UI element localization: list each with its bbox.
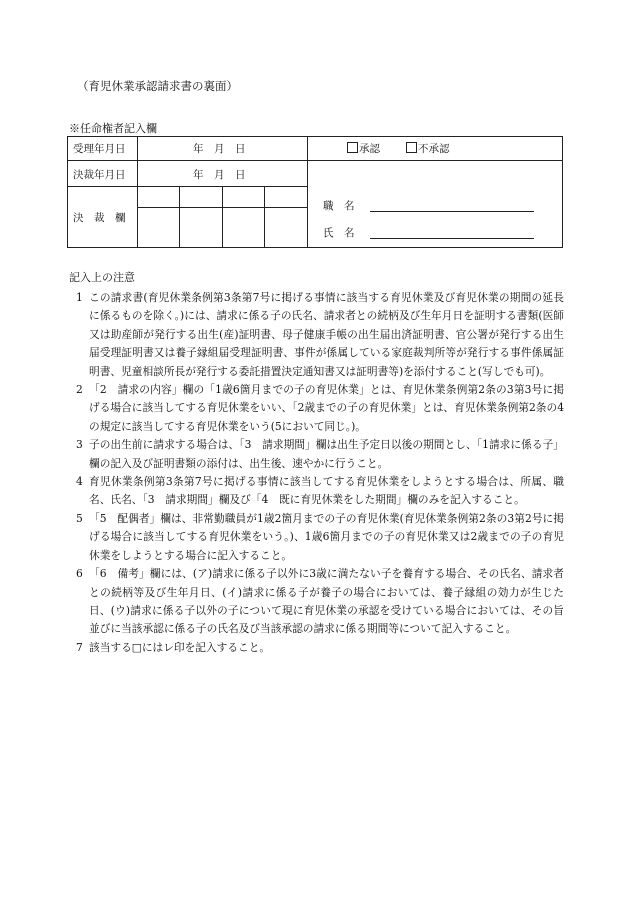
table-border-bottom [67, 247, 563, 248]
table-row-divider-1 [67, 160, 563, 161]
notes-heading: 記入上の注意 [69, 271, 135, 284]
approval-label: 決 裁 欄 [73, 212, 126, 224]
list-item: 7 該当する□にはレ印を記入すること。 [76, 640, 271, 654]
name-label: 氏 名 [323, 227, 355, 239]
authority-table [67, 136, 563, 248]
list-item: 2 「2 請求の内容」欄の「1歳6箇月までの子の育児休業」とは、育児休業条例第2条の3第3号に掲げる場合に該当してする育児休業をいい、「2歳までの子の育児休業」とは、育児休業条例第2条の4の規定に該当してする育児休業をいう(5において同じ。)。 [76, 383, 564, 433]
position-label: 職 名 [323, 200, 355, 212]
disapprove-checkbox-icon[interactable] [406, 142, 417, 153]
table-border-right [562, 136, 563, 248]
notes-list [76, 289, 564, 657]
received-date-label: 受理年月日 [73, 143, 126, 155]
approval-col-1 [179, 186, 180, 248]
list-item: 3 子の出生前に請求する場合は、「3 請求期間」欄は出生予定日以後の期間とし、「1請求に係る子」欄の記入及び証明書類の添付は、出生後、速やかに行うこと。 [76, 438, 564, 470]
table-row-divider-2 [67, 186, 307, 187]
table-col-divider-2 [307, 136, 308, 248]
approval-col-3 [264, 186, 265, 248]
approve-option[interactable]: 承認 [347, 141, 380, 156]
document-title: （育児休業承認請求書の裏面） [77, 79, 238, 93]
disapprove-option[interactable]: 不承認 [406, 141, 450, 156]
name-underline[interactable] [370, 238, 534, 239]
list-item: 4 育児休業条例第3条第7号に掲げる事情に該当してする育児休業をしようとする場合は、所属、職名、氏名、「3 請求期間」欄及び「4 既に育児休業をした期間」欄のみを記入すること。 [76, 475, 564, 507]
list-item: 6 「6 備考」欄には、(ア)請求に係る子以外に3歳に満たない子を養育する場合、その氏名、請求者との続柄等及び生年月日、(イ)請求に係る子が養子の場合においては、養子縁組の効力が生じた日、(ウ)請求に係る子以外の子について現に育児休業の承認を受けている場合においては、その旨並びに当該承認に係る子の氏名及び当該承認の請求に係る期間等について記入すること。 [76, 567, 564, 636]
section-label: ※任命権者記入欄 [69, 122, 157, 135]
received-date-value: 年 月 日 [193, 143, 246, 155]
decided-date-value: 年 月 日 [193, 169, 246, 181]
list-item: 1 この請求書(育児休業条例第3条第7号に掲げる事情に該当する育児休業及び育児休業の期間の延長に係るものを除く。)には、請求に係る子の氏名、請求者との続柄及び生年月日を証明する書類(医師又は助産師が発行する出生(産)証明書、母子健康手帳の出生届出済証明書、官公署が発行する出生届受理証明書又は養子縁組届受理証明書、事件が係属している家庭裁判所等が発行する事件係属証明書、児童相談所長が発行する委託措置決定通知書又は証明書等)を添付すること(写しでも可)。 [76, 291, 564, 378]
approval-col-2 [222, 186, 223, 248]
list-item: 5 「5 配偶者」欄は、非常勤職員が1歳2箇月までの子の育児休業(育児休業条例第2条の3第2号に掲げる場合に該当してする育児休業をいう。)、1歳6箇月までの子の育児休業又は2歳までの子の育児休業をしようとする場合に記入すること。 [76, 511, 564, 562]
approve-checkbox-icon[interactable] [347, 142, 358, 153]
table-col-divider-1 [137, 136, 138, 248]
position-underline[interactable] [370, 211, 534, 212]
table-border-top [67, 136, 563, 137]
table-border-left [67, 136, 68, 248]
decided-date-label: 決裁年月日 [73, 169, 126, 181]
